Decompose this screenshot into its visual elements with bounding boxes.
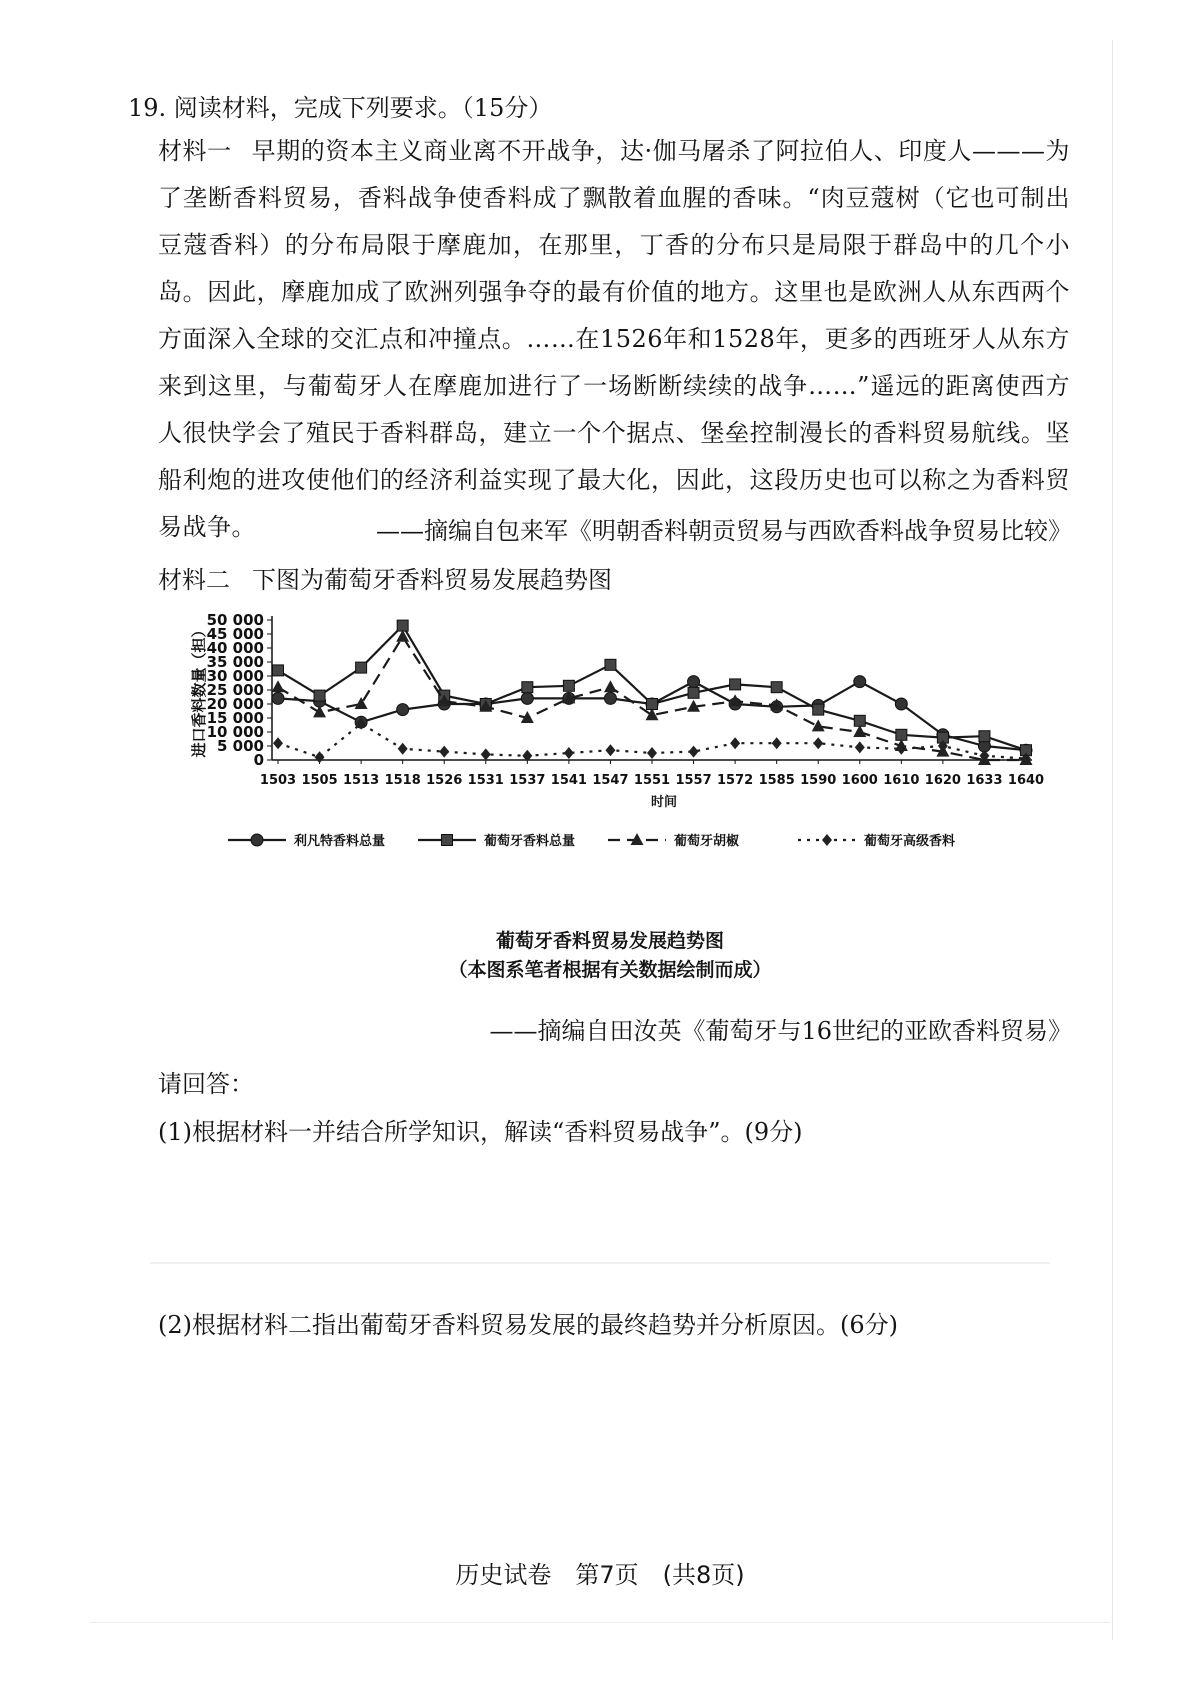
series-3-point — [812, 719, 825, 731]
series-2-point — [647, 699, 658, 710]
question-1: (1)根据材料一并结合所学知识，解读“香料贸易战争”。(9分) — [158, 1118, 803, 1146]
series-2-point — [979, 731, 990, 742]
x-tick-label: 1537 — [509, 773, 546, 788]
x-tick-label: 1526 — [426, 773, 463, 788]
x-tick-label: 1513 — [343, 773, 380, 788]
series-2-point — [273, 665, 284, 676]
series-4-point — [689, 746, 699, 758]
x-tick-label: 1518 — [384, 773, 421, 788]
series-3-point — [313, 705, 326, 717]
y-tick-label: 0 — [253, 751, 264, 769]
series-2-point — [397, 620, 408, 631]
x-tick-label: 1590 — [800, 773, 837, 788]
series-2-point — [356, 662, 367, 673]
series-4-point — [481, 748, 491, 760]
series-2-point — [563, 680, 574, 691]
x-tick-label: 1505 — [301, 773, 338, 788]
series-2-point — [522, 682, 533, 693]
series-2-point — [605, 659, 616, 670]
series-2-point — [730, 679, 741, 690]
x-tick-label: 1547 — [592, 773, 629, 788]
legend-label-2: 葡萄牙香料总量 — [484, 834, 576, 849]
series-4-point — [813, 737, 823, 749]
answer-prompt: 请回答： — [158, 1070, 254, 1098]
series-4-point — [647, 747, 657, 759]
series-1-point — [688, 676, 700, 688]
series-1-point — [854, 676, 866, 688]
material-two-source: ——摘编自田汝英《葡萄牙与16世纪的亚欧香料贸易》 — [489, 1017, 1072, 1045]
series-2-point — [896, 729, 907, 740]
spice-trade-chart — [180, 612, 1060, 912]
scan-edge-line — [1112, 40, 1113, 1640]
scan-bottom-line — [90, 1622, 1110, 1623]
series-4-point — [564, 747, 574, 759]
legend-label-3: 葡萄牙胡椒 — [674, 834, 740, 849]
series-2-point — [854, 715, 865, 726]
x-tick-label: 1620 — [924, 773, 961, 788]
series-3-point — [604, 680, 617, 692]
series-4-point — [439, 746, 449, 758]
series-4-point — [605, 744, 615, 756]
series-1-point — [604, 692, 616, 704]
series-1-point — [397, 704, 409, 716]
material-one-text: 早期的资本主义商业离不开战争，达·伽马屠杀了阿拉伯人、印度人———为了垄断香料贸易，香料战争使香料成了飘散着血腥的香味。“肉豆蔻树（它也可制出豆蔻香料）的分布局限于摩鹿加，在那里，丁香的分布只是局限于群岛中的几个小岛。因此，摩鹿加成了欧洲列强争夺的最有价值的地方。这里也是欧洲人从东西两个方面深入全球的交汇点和冲撞点。……在1526年和1528年，更多的西班牙人从东方来到这里，与葡萄牙人在摩鹿加进行了一场断断续续的战争……”遥远的距离使西方人很快学会了殖民于香料群岛，建立一个个据点、堡垒控制漫长的香料贸易航线。坚船利炮的进攻使他们的经济利益实现了最大化，因此，这段历史也可以称之为香料贸易战争。 — [158, 137, 1070, 541]
y-tick-label: 10 000 — [206, 723, 264, 741]
series-4-point — [398, 743, 408, 755]
series-line-2 — [278, 626, 1026, 751]
legend-marker-2 — [442, 835, 453, 846]
legend-marker-4 — [822, 834, 832, 846]
x-axis-label: 时间 — [650, 795, 678, 810]
series-4-point — [730, 737, 740, 749]
x-tick-label: 1610 — [883, 773, 920, 788]
series-4-point — [273, 737, 283, 749]
x-tick-label: 1531 — [467, 773, 504, 788]
page-footer: 历史试卷 第7页 (共8页) — [455, 1561, 745, 1589]
series-3-point — [272, 680, 285, 692]
x-tick-label: 1600 — [841, 773, 878, 788]
y-tick-label: 45 000 — [206, 625, 264, 643]
series-4-point — [855, 741, 865, 753]
x-tick-label: 1557 — [675, 773, 712, 788]
y-tick-label: 20 000 — [206, 695, 264, 713]
legend-label-4: 葡萄牙高级香料 — [864, 834, 956, 849]
x-tick-label: 1640 — [1007, 773, 1045, 788]
y-tick-label: 30 000 — [206, 667, 264, 685]
y-tick-label: 5 000 — [217, 737, 264, 755]
material-one-source: ——摘编自包来军《明朝香料朝贡贸易与西欧香料战争贸易比较》 — [376, 517, 1072, 545]
series-2-point — [688, 687, 699, 698]
series-4-point — [315, 751, 325, 763]
material-one — [158, 128, 1070, 551]
series-2-point — [314, 690, 325, 701]
series-2-point — [771, 682, 782, 693]
material-two-label: 材料二 — [158, 566, 230, 594]
y-axis-label: 进口香料数量（担） — [190, 622, 208, 758]
faint-bleed-line — [150, 1262, 1050, 1264]
x-tick-label: 1503 — [259, 773, 297, 788]
y-tick-label: 35 000 — [206, 653, 264, 671]
x-tick-label: 1633 — [966, 773, 1003, 788]
y-tick-label: 40 000 — [206, 639, 264, 657]
series-2-point — [813, 704, 824, 715]
material-one-label: 材料一 — [158, 137, 232, 165]
legend-marker-1 — [251, 834, 263, 846]
series-1-point — [895, 698, 907, 710]
series-3-point — [355, 697, 368, 709]
chart-title: 葡萄牙香料贸易发展趋势图 — [495, 930, 724, 952]
material-two — [158, 560, 612, 595]
question-2: (2)根据材料二指出葡萄牙香料贸易发展的最终趋势并分析原因。(6分) — [158, 1311, 898, 1339]
legend-label-1: 利凡特香料总量 — [294, 834, 386, 849]
x-tick-label: 1551 — [633, 773, 671, 788]
y-tick-label: 25 000 — [206, 681, 264, 699]
series-1-point — [272, 692, 284, 704]
question-title: 19. 阅读材料，完成下列要求。（15分） — [128, 94, 553, 122]
material-two-text: 下图为葡萄牙香料贸易发展趋势图 — [252, 566, 612, 594]
x-tick-label: 1572 — [717, 773, 754, 788]
chart-subtitle: （本图系笔者根据有关数据绘制而成） — [448, 959, 772, 981]
x-tick-label: 1585 — [758, 773, 795, 788]
x-tick-label: 1541 — [550, 773, 587, 788]
y-tick-label: 50 000 — [206, 612, 264, 629]
y-tick-label: 15 000 — [206, 709, 264, 727]
series-4-point — [772, 737, 782, 749]
series-1-point — [521, 692, 533, 704]
